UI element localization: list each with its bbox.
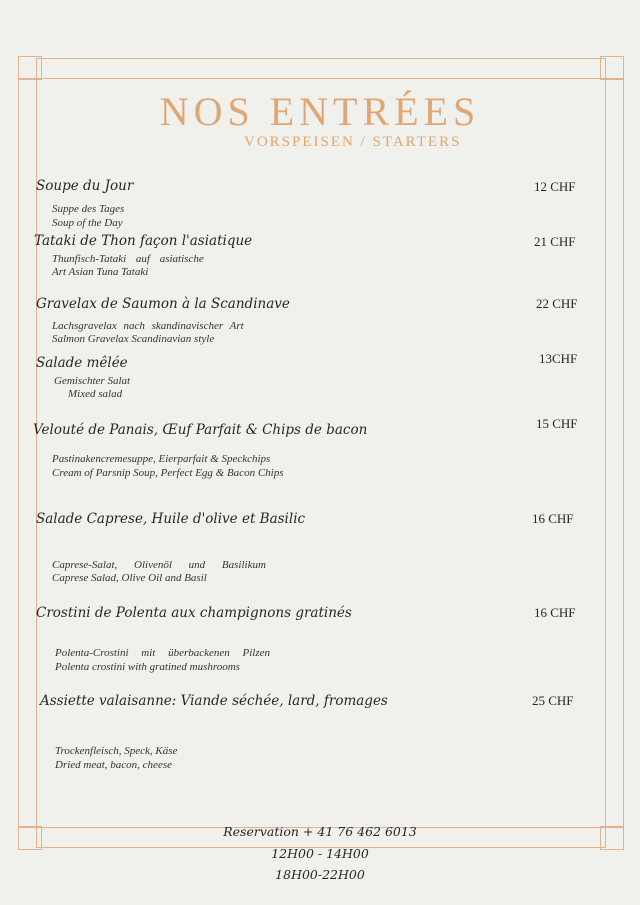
page-subtitle: VORSPEISEN / STARTERS [244, 134, 462, 150]
menu-item-english: Salmon Gravelax Scandinavian style [52, 333, 215, 345]
menu-item-price: 22 CHF [536, 296, 578, 311]
page-title: NOS ENTRÉES [159, 89, 481, 134]
menu-item-name: Tataki de Thon façon l'asiatique [34, 233, 253, 249]
menu-item-english: Caprese Salad, Olive Oil and Basil [52, 572, 207, 584]
menu-item-name: Salade Caprese, Huile d'olive et Basilic [36, 511, 306, 527]
menu-item-name: Assiette valaisanne: Viande séchée, lard, fromages [40, 693, 388, 709]
menu-item-english: Polenta crostini with gratined mushrooms [55, 661, 240, 673]
menu-item-english: Art Asian Tuna Tataki [52, 266, 149, 278]
menu-item-price: 16 CHF [534, 605, 576, 620]
menu-item-german: Lachsgravelax nach skandinavischer Art [52, 320, 244, 332]
menu-item-english: Soup of the Day [52, 217, 123, 229]
menu-item-name: Gravelax de Saumon à la Scandinave [36, 296, 290, 312]
opening-hours-lunch: 12H00 - 14H00 [271, 846, 369, 861]
menu-item-name: Crostini de Polenta aux champignons gratinés [36, 605, 352, 621]
opening-hours-dinner: 18H00-22H00 [275, 867, 365, 882]
menu-item-english: Mixed salad [68, 388, 123, 400]
menu-item-price: 25 CHF [532, 693, 574, 708]
menu-item-german: Polenta-Crostini mit überbackenen Pilzen [55, 647, 271, 659]
menu-item-german: Suppe des Tages [52, 203, 125, 215]
menu-item-name: Soupe du Jour [36, 178, 134, 194]
menu-item-german: Pastinakencremesuppe, Eierparfait & Speckchips [52, 453, 271, 465]
menu-item-price: 13CHF [539, 351, 578, 366]
frame-corner-top-left [18, 56, 42, 80]
menu-item-name: Salade mêlée [36, 355, 128, 371]
reservation-phone: Reservation + 41 76 462 6013 [223, 824, 417, 839]
menu-item-german: Gemischter Salat [54, 375, 131, 387]
menu-item-price: 21 CHF [534, 234, 576, 249]
menu-item-name: Velouté de Panais, Œuf Parfait & Chips de bacon [33, 422, 368, 438]
menu-item-german: Caprese-Salat, Olivenöl und Basilikum [52, 559, 266, 571]
menu-item-price: 16 CHF [532, 511, 574, 526]
menu-item-price: 15 CHF [536, 416, 578, 431]
menu-item-english: Cream of Parsnip Soup, Perfect Egg & Bacon Chips [52, 467, 284, 479]
menu-item-german: Thunfisch-Tataki auf asiatische [52, 253, 204, 265]
menu-item-german: Trockenfleisch, Speck, Käse [55, 745, 178, 757]
frame-corner-top-right [600, 56, 624, 80]
menu-item-english: Dried meat, bacon, cheese [55, 759, 172, 771]
menu-item-price: 12 CHF [534, 179, 576, 194]
